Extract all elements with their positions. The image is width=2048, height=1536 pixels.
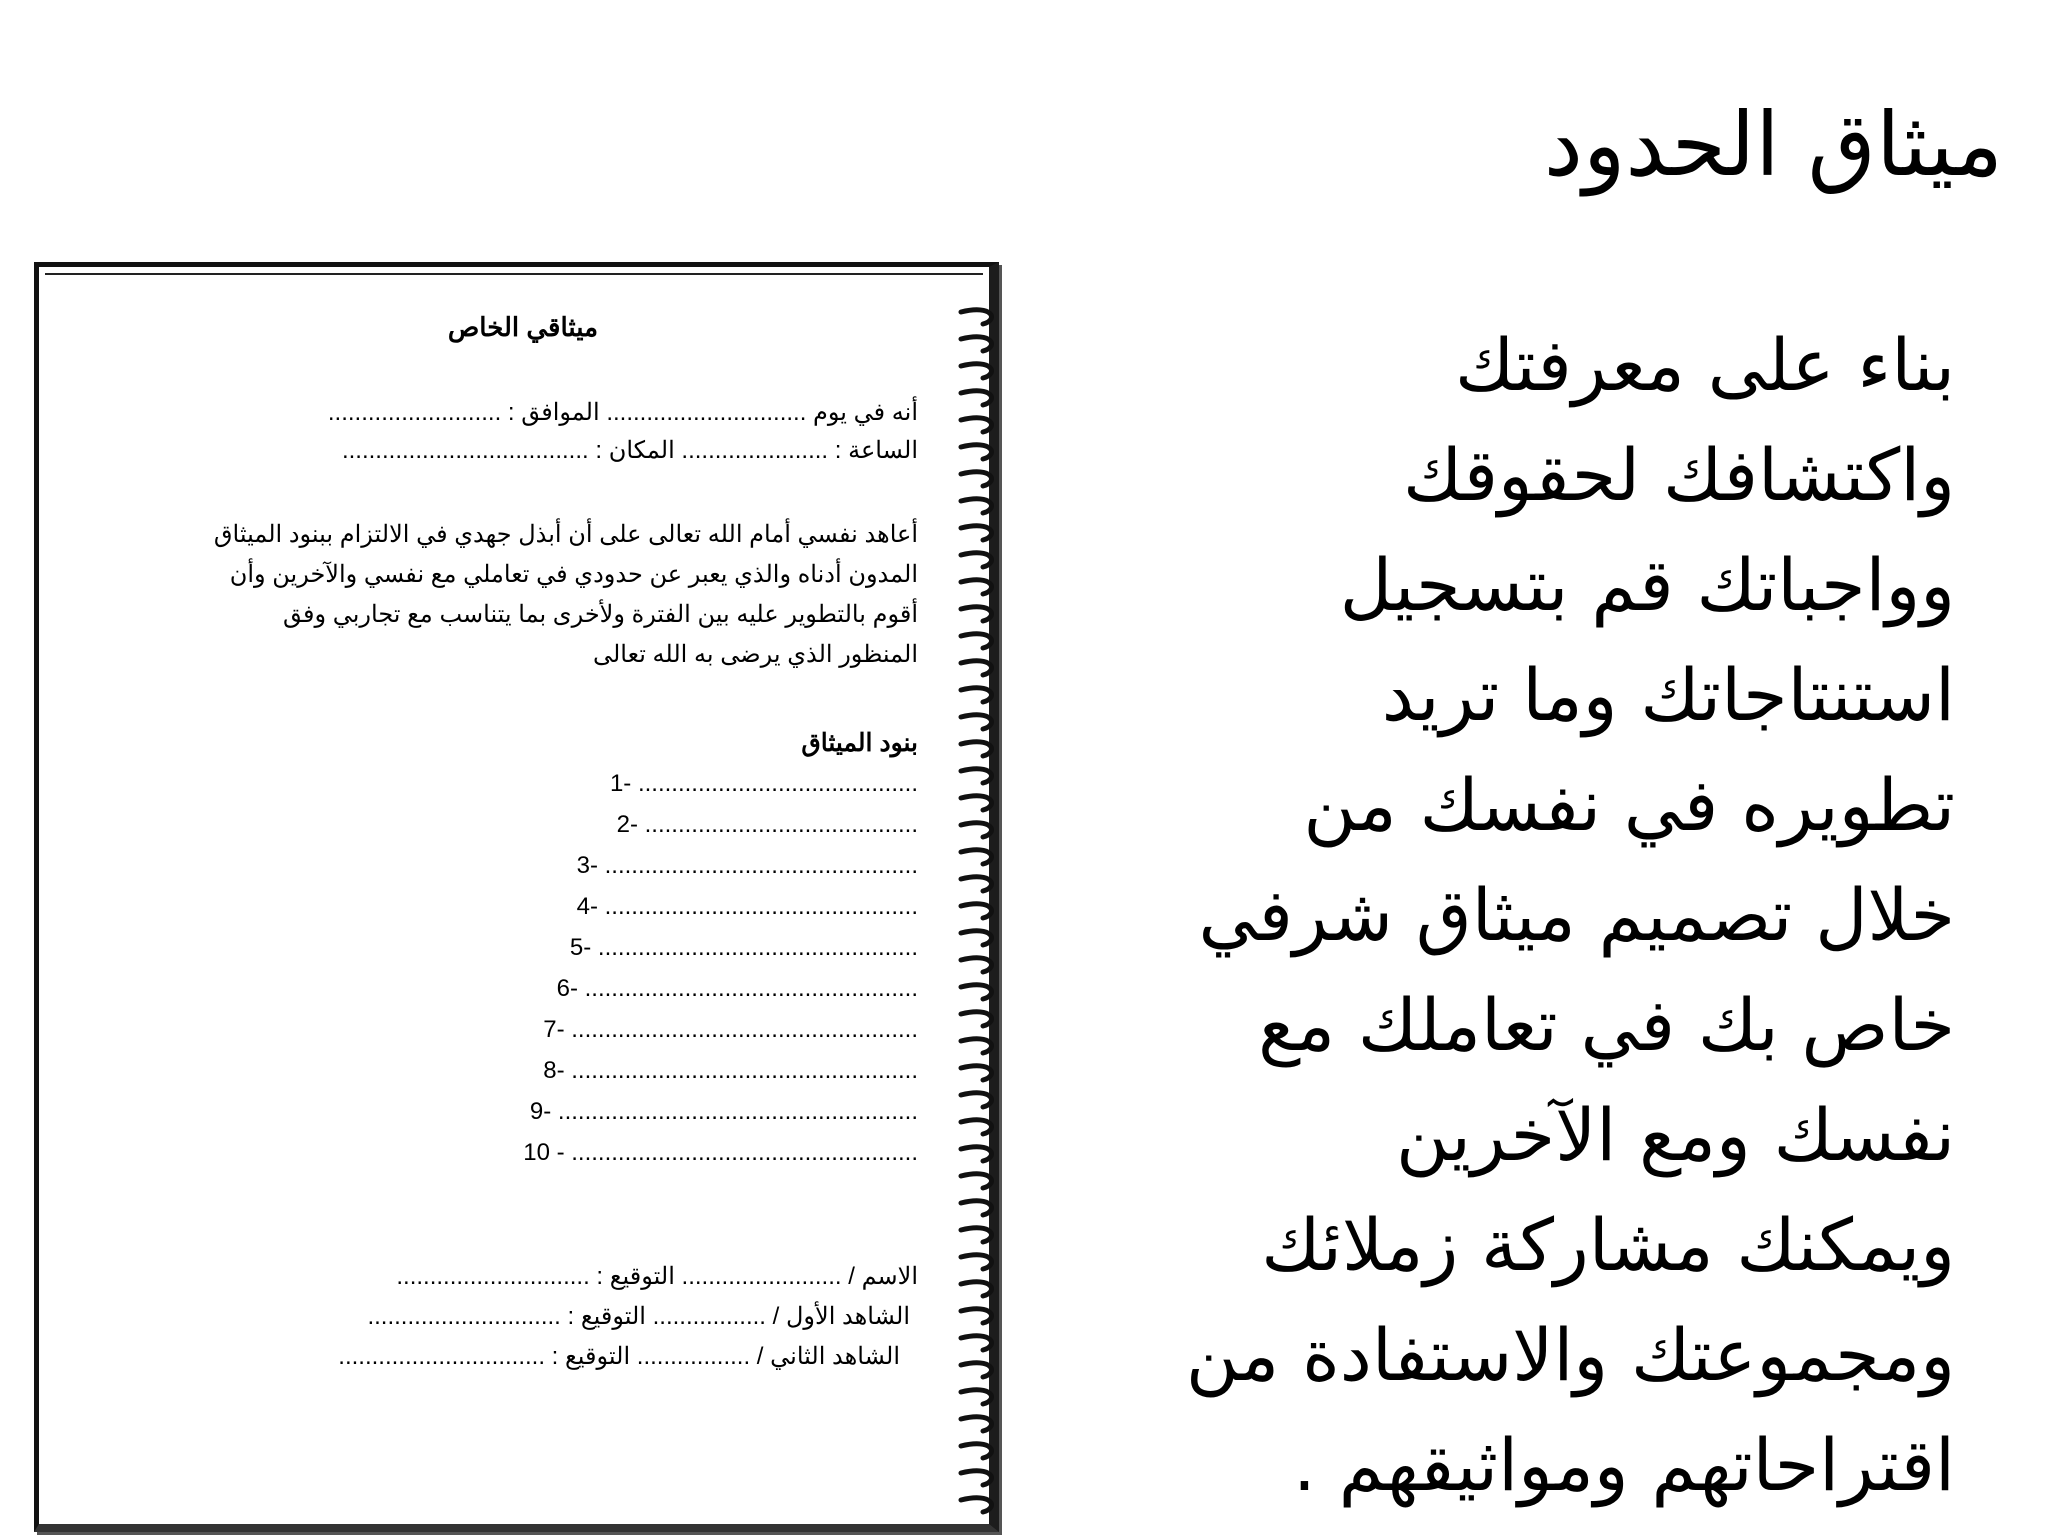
body-line: خلال تصميم ميثاق شرفي: [1198, 873, 1955, 957]
body-line: نفسك ومع الآخرين: [1396, 1093, 1955, 1177]
pledge-line: المدون أدناه والذي يعبر عن حدودي في تعاملي مع نفسي والآخرين وأن: [229, 561, 918, 588]
body-line: استنتاجاتك وما تريد: [1381, 653, 1955, 737]
time-place-line: الساعة : ...................... المكان : .....................................: [341, 437, 918, 464]
charter-item: 1- ..........................................: [609, 770, 918, 797]
charter-item: 3- ...............................................: [576, 852, 918, 879]
body-line: وواجباتك قم بتسجيل: [1339, 543, 1955, 627]
charter-item: 5- ................................................: [569, 934, 918, 961]
charter-item: 7- ....................................................: [543, 1016, 918, 1043]
body-line: بناء على معرفتك: [1455, 323, 1955, 407]
charter-item: 9- ......................................................: [529, 1098, 918, 1125]
signature-witness2-line: الشاهد الثاني / ................. التوقيع : ...............................: [338, 1343, 900, 1370]
pledge-line: أقوم بالتطوير عليه بين الفترة ولأخرى بما يتناسب مع تجاربي وفق: [282, 601, 918, 628]
body-line: واكتشافك لحقوقك: [1402, 433, 1955, 517]
charter-item: 8- ....................................................: [543, 1057, 918, 1084]
body-line: تطويره في نفسك من: [1303, 763, 1955, 847]
body-line: ويمكنك مشاركة زملائك: [1261, 1203, 1955, 1287]
signature-name-line: الاسم / ........................ التوقيع : .............................: [396, 1263, 918, 1290]
charter-item: 2- .........................................: [616, 811, 918, 838]
charter-item: 4- ...............................................: [576, 893, 918, 920]
slide-title: ميثاق الحدود: [1543, 93, 2003, 196]
slide-body: [1115, 310, 1955, 1520]
signature-witness1-line: الشاهد الأول / ................. التوقيع : .............................: [367, 1303, 910, 1330]
items-heading: بنود الميثاق: [801, 729, 918, 757]
charter-title: ميثاقي الخاص: [447, 312, 598, 342]
date-line: أنه في يوم .............................. الموافق : ..........................: [327, 399, 918, 426]
charter-document: [0, 0, 980, 1530]
body-line: خاص بك في تعاملك مع: [1258, 983, 1955, 1067]
pledge-line: أعاهد نفسي أمام الله تعالى على أن أبذل جهدي في الالتزام ببنود الميثاق: [213, 521, 918, 548]
body-line: اقتراحاتهم ومواثيقهم .: [1293, 1423, 1955, 1507]
charter-item: 10 - ....................................................: [523, 1139, 918, 1166]
charter-item: 6- ..................................................: [556, 975, 918, 1002]
body-line: ومجموعتك والاستفادة من: [1185, 1313, 1955, 1397]
pledge-line: المنظور الذي يرضى به الله تعالى: [592, 641, 918, 668]
